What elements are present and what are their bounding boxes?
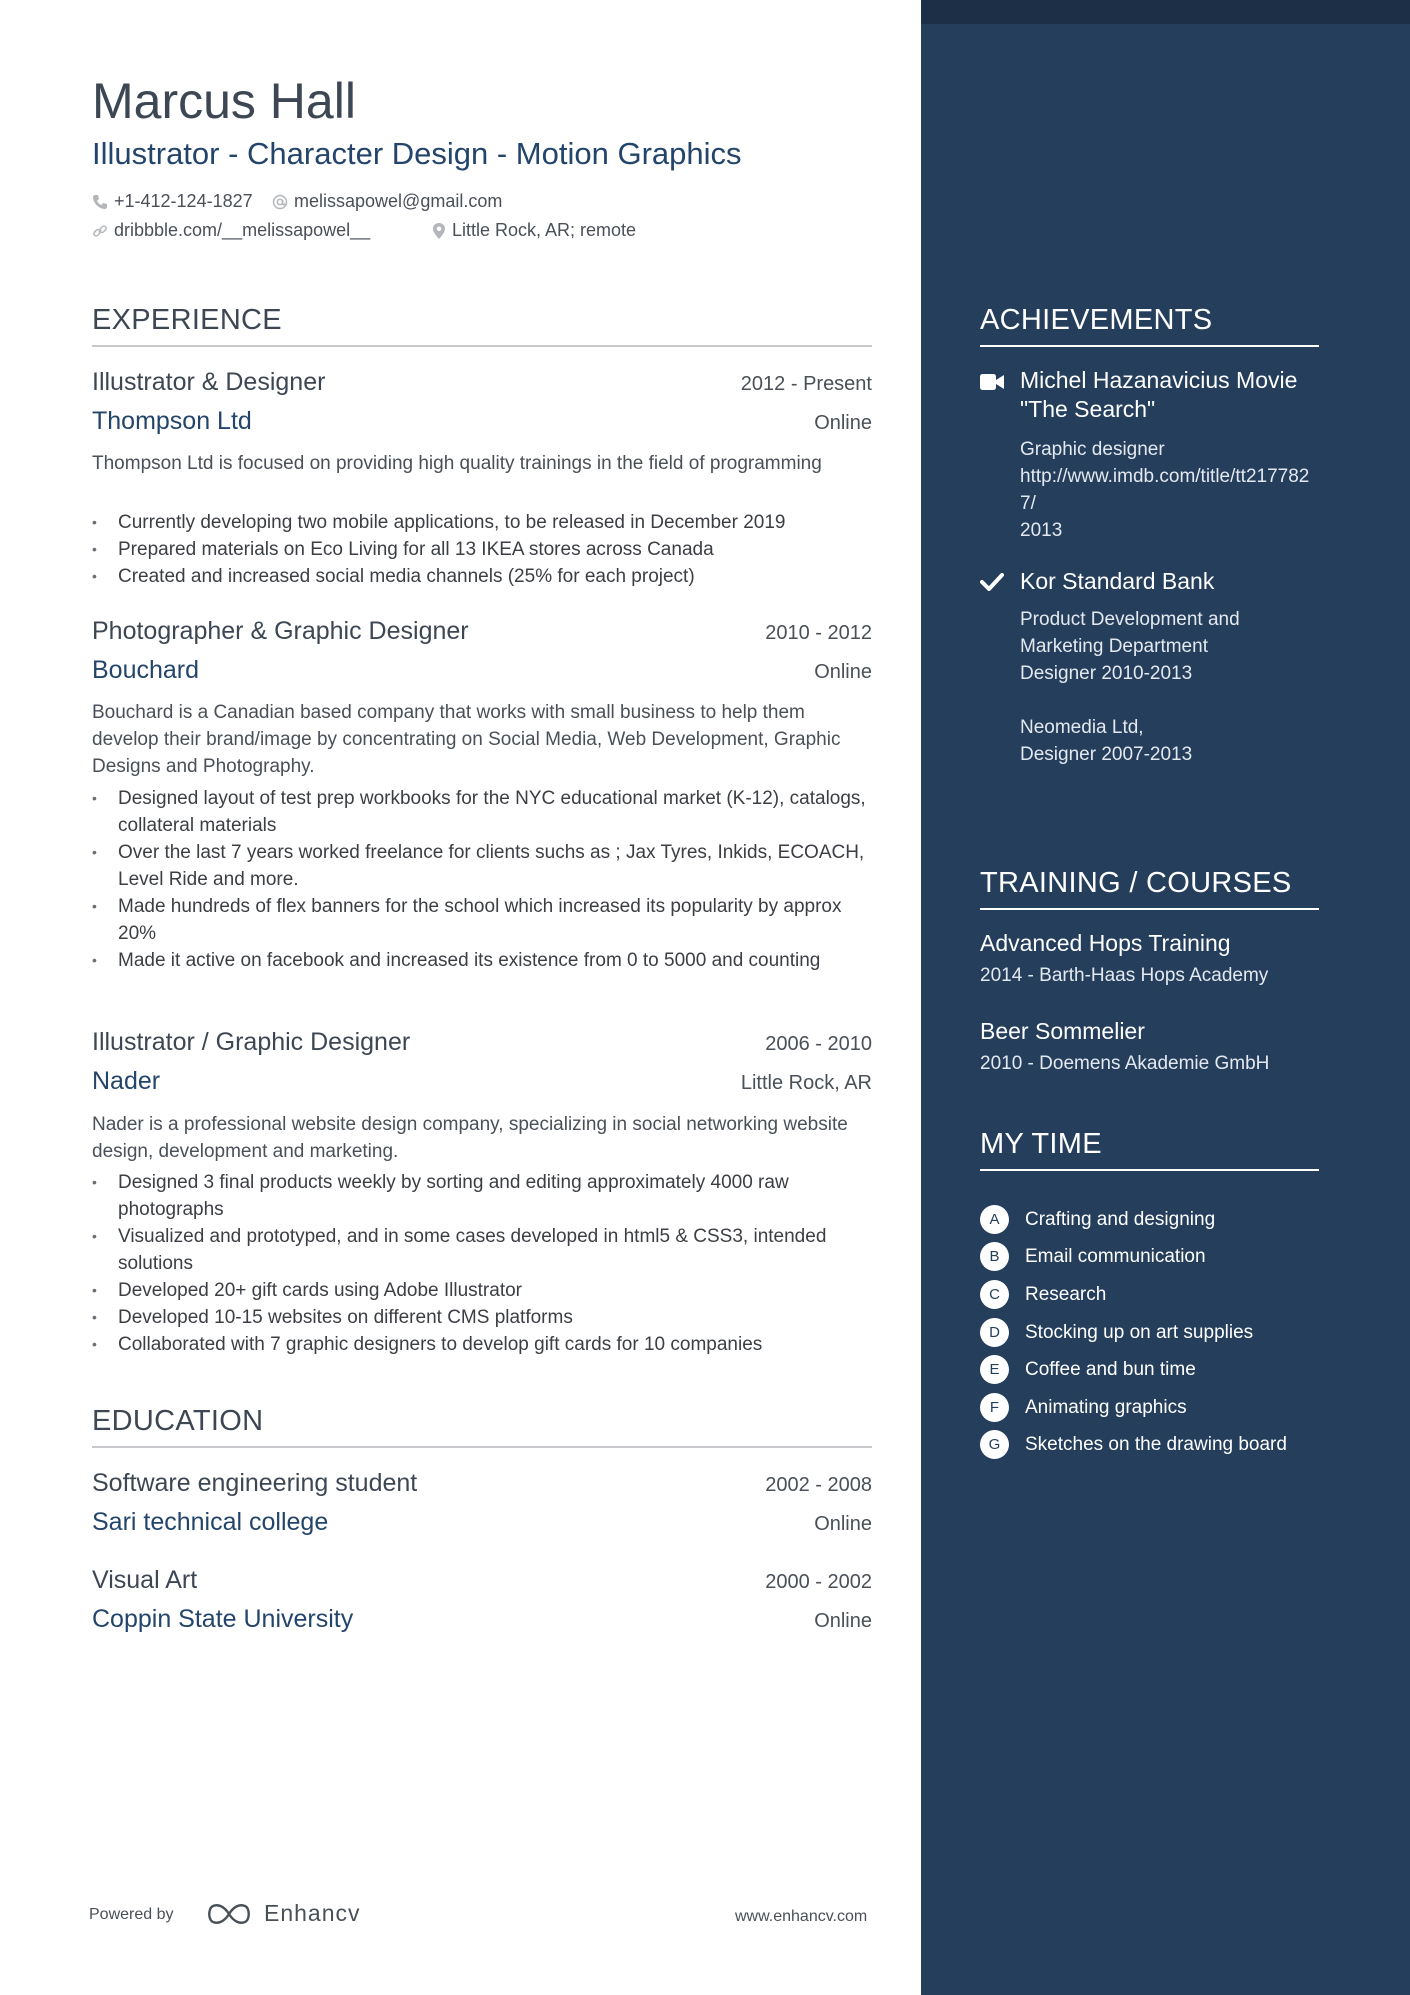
- education-heading: EDUCATION: [92, 1405, 872, 1448]
- link-icon: [92, 223, 108, 239]
- job-role: Illustrator & Designer: [92, 368, 326, 396]
- education-dates: 2002 - 2008: [765, 1474, 872, 1496]
- course-title: Advanced Hops Training: [980, 930, 1231, 956]
- achievement-line: Designer 2007-2013: [1020, 744, 1193, 765]
- website-link[interactable]: dribbble.com/__melissapowel__: [114, 220, 371, 240]
- achievement-details: [1020, 436, 1320, 544]
- achievement-link[interactable]: http://www.imdb.com/title/tt2177827/: [1020, 466, 1310, 514]
- job-bullet: • Designed layout of test prep workbooks for the NYC educational market (K-12), catalogs, collateral materials: [92, 785, 872, 839]
- education-location: Online: [814, 1513, 872, 1535]
- my-time-item: [980, 1393, 1187, 1422]
- location-pin-icon: [432, 222, 446, 240]
- achievement-title: Kor Standard Bank: [1020, 568, 1215, 594]
- education-header: [92, 1566, 872, 1595]
- job-header: [92, 1028, 872, 1057]
- achievements-heading: ACHIEVEMENTS: [980, 304, 1319, 347]
- education-location: Online: [814, 1610, 872, 1632]
- my-time-label: Crafting and designing: [1025, 1208, 1216, 1230]
- footer-url[interactable]: www.enhancv.com: [735, 1908, 868, 1925]
- candidate-title: Illustrator - Character Design - Motion Graphics: [92, 136, 742, 171]
- job-company: Bouchard: [92, 656, 200, 684]
- infinity-logo-icon: [206, 1902, 252, 1926]
- email-contact: [272, 191, 502, 212]
- job-bullet: • Currently developing two mobile applications, to be released in December 2019: [92, 509, 872, 536]
- job-description: Nader is a professional website design company, specializing in social networking website design, development and marketing.: [92, 1114, 848, 1162]
- my-time-label: Animating graphics: [1025, 1396, 1187, 1418]
- achievement-spacer: [1020, 687, 1320, 714]
- job-company-row: [92, 656, 872, 685]
- location-text: Little Rock, AR; remote: [452, 220, 637, 240]
- job-header: [92, 617, 872, 646]
- sidebar-top-band: [921, 0, 1410, 24]
- job-bullet: • Made it active on facebook and increased its existence from 0 to 5000 and counting: [92, 947, 872, 974]
- course-subtitle: 2010 - Doemens Akademie GmbH: [980, 1053, 1270, 1074]
- location-contact: [432, 220, 636, 241]
- job-location: Online: [814, 661, 872, 683]
- job-company: Thompson Ltd: [92, 407, 252, 435]
- my-time-label: Coffee and bun time: [1025, 1358, 1196, 1380]
- job-role: Photographer & Graphic Designer: [92, 617, 469, 645]
- my-time-letter: C: [980, 1280, 1009, 1309]
- job-role: Illustrator / Graphic Designer: [92, 1028, 411, 1056]
- my-time-item: [980, 1430, 1287, 1459]
- course-item: [980, 930, 1319, 987]
- phone-contact: [92, 191, 253, 212]
- job-company-row: [92, 407, 872, 436]
- course-item: [980, 1018, 1319, 1075]
- my-time-label: Research: [1025, 1283, 1107, 1305]
- achievement-title: Michel Hazanavicius Movie "The Search": [1020, 367, 1298, 422]
- job-bullet: • Over the last 7 years worked freelance for clients suchs as ; Jax Tyres, Inkids, ECOACH, Level Ride and more.: [92, 839, 872, 893]
- job-location: Little Rock, AR: [740, 1072, 872, 1094]
- phone-icon: [92, 194, 108, 210]
- my-time-letter: D: [980, 1318, 1009, 1347]
- training-heading: TRAINING / COURSES: [980, 867, 1319, 910]
- achievement-item: [1020, 366, 1320, 544]
- education-school-row: [92, 1508, 872, 1537]
- education-degree: Software engineering student: [92, 1469, 418, 1497]
- my-time-letter: E: [980, 1355, 1009, 1384]
- job-description: Bouchard is a Canadian based company that works with small business to help them develop their brand/image by concentrating on Social Media, Web Development, Graphic Designs and Photography.: [92, 702, 841, 777]
- powered-by-label: Powered by: [89, 1906, 174, 1923]
- enhancv-logo[interactable]: [206, 1900, 361, 1927]
- education-school: Sari technical college: [92, 1508, 329, 1536]
- my-time-item: [980, 1355, 1196, 1384]
- my-time-item: [980, 1280, 1106, 1309]
- at-sign-icon: [272, 194, 288, 210]
- achievement-line: Neomedia Ltd,: [1020, 717, 1144, 738]
- job-description: Thompson Ltd is focused on providing high quality trainings in the field of programming: [92, 453, 822, 474]
- candidate-name: Marcus Hall: [92, 73, 356, 129]
- education-degree: Visual Art: [92, 1566, 198, 1594]
- achievement-item: [1020, 567, 1320, 768]
- job-dates: 2006 - 2010: [765, 1033, 872, 1055]
- job-bullet: • Developed 10-15 websites on different CMS platforms: [92, 1304, 872, 1331]
- job-company: Nader: [92, 1067, 161, 1095]
- my-time-item: [980, 1318, 1253, 1347]
- job-bullets: [92, 509, 872, 590]
- check-icon: [980, 573, 1004, 591]
- phone-number[interactable]: +1-412-124-1827: [114, 191, 253, 211]
- job-bullet: • Prepared materials on Eco Living for all 13 IKEA stores across Canada: [92, 536, 872, 563]
- my-time-heading: MY TIME: [980, 1128, 1319, 1171]
- achievement-line: 2013: [1020, 520, 1063, 541]
- job-bullet: • Developed 20+ gift cards using Adobe Illustrator: [92, 1277, 872, 1304]
- experience-heading: EXPERIENCE: [92, 304, 872, 347]
- education-school-row: [92, 1605, 872, 1634]
- enhancv-brand: Enhancv: [264, 1900, 361, 1926]
- education-school: Coppin State University: [92, 1605, 354, 1633]
- job-bullet: • Designed 3 final products weekly by sorting and editing approximately 4000 raw photographs: [92, 1169, 872, 1223]
- achievement-line: Product Development and Marketing Department: [1020, 609, 1240, 657]
- my-time-letter: A: [980, 1205, 1009, 1234]
- achievement-details: [1020, 606, 1320, 768]
- job-bullet: • Collaborated with 7 graphic designers to develop gift cards for 10 companies: [92, 1331, 872, 1358]
- my-time-label: Sketches on the drawing board: [1025, 1433, 1287, 1455]
- my-time-label: Stocking up on art supplies: [1025, 1321, 1254, 1343]
- job-bullet: • Visualized and prototyped, and in some cases developed in html5 & CSS3, intended solutions: [92, 1223, 872, 1277]
- job-bullets: [92, 1169, 872, 1358]
- job-location: Online: [814, 412, 872, 434]
- my-time-letter: F: [980, 1393, 1009, 1422]
- job-bullets: [92, 785, 872, 974]
- course-subtitle: 2014 - Barth-Haas Hops Academy: [980, 965, 1269, 986]
- achievement-line: Designer 2010-2013: [1020, 663, 1193, 684]
- job-dates: 2010 - 2012: [765, 622, 872, 644]
- email-address[interactable]: melissapowel@gmail.com: [294, 191, 503, 211]
- my-time-item: [980, 1242, 1206, 1271]
- sidebar-background: [921, 0, 1410, 1995]
- my-time-letter: B: [980, 1242, 1009, 1271]
- job-header: [92, 368, 872, 397]
- my-time-item: [980, 1205, 1215, 1234]
- job-bullet: • Created and increased social media channels (25% for each project): [92, 563, 872, 590]
- achievement-line: Graphic designer: [1020, 439, 1165, 460]
- my-time-label: Email communication: [1025, 1245, 1206, 1267]
- job-bullet: • Made hundreds of flex banners for the school which increased its popularity by approx 20%: [92, 893, 872, 947]
- job-company-row: [92, 1067, 872, 1096]
- job-dates: 2012 - Present: [740, 373, 872, 395]
- video-camera-icon: [980, 373, 1005, 391]
- course-title: Beer Sommelier: [980, 1018, 1145, 1044]
- website-contact: [92, 220, 370, 241]
- education-header: [92, 1469, 872, 1498]
- education-dates: 2000 - 2002: [765, 1571, 872, 1593]
- my-time-letter: G: [980, 1430, 1009, 1459]
